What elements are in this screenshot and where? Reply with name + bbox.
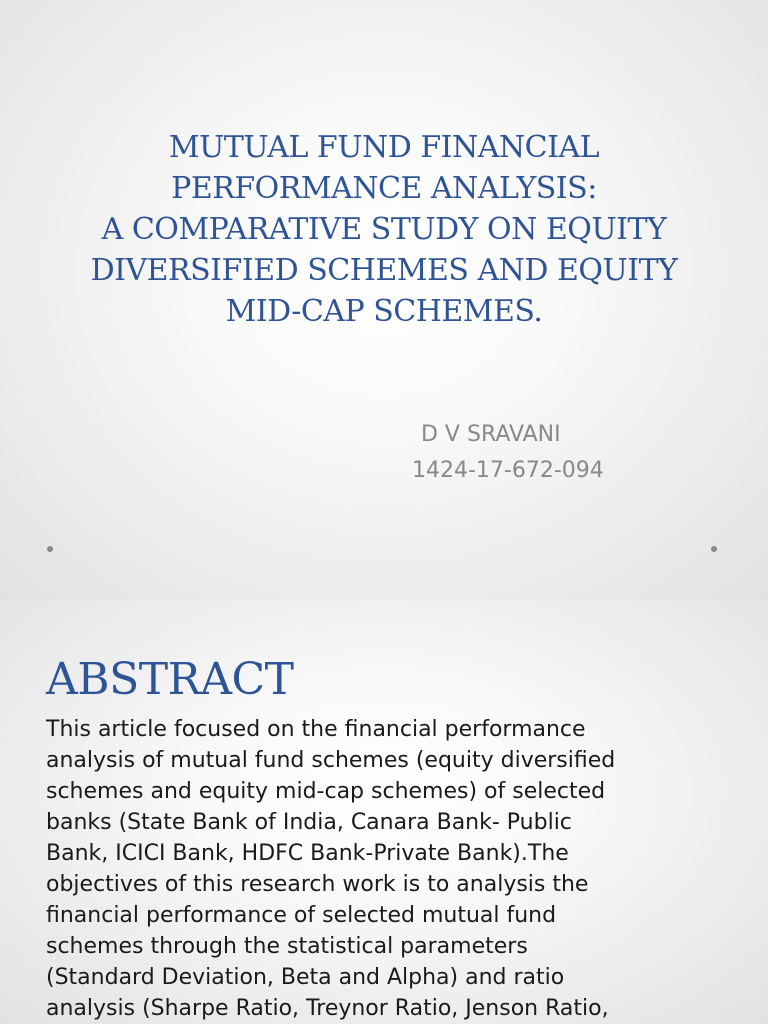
abstract-line-8: schemes through the statistical parameters [46, 934, 528, 959]
abstract-line-7: financial performance of selected mutual fund [46, 903, 557, 928]
title-line-3: A COMPARATIVE STUDY ON EQUITY [101, 212, 667, 247]
title-line-4: DIVERSIFIED SCHEMES AND EQUITY [90, 253, 678, 288]
abstract-line-3: schemes and equity mid-cap schemes) of selected [46, 779, 606, 804]
author-name: D V SRAVANI [421, 422, 561, 447]
abstract-slide [0, 600, 768, 1024]
title-line-1: MUTUAL FUND FINANCIAL [168, 130, 600, 165]
slide-corner-dot-left [47, 546, 53, 552]
slide-corner-dot-right [711, 546, 717, 552]
abstract-line-9: (Standard Deviation, Beta and Alpha) and ratio [46, 965, 565, 990]
title-line-2: PERFORMANCE ANALYSIS: [171, 171, 597, 206]
abstract-line-4: banks (State Bank of India, Canara Bank- Public [46, 810, 572, 835]
title-line-5: MID-CAP SCHEMES. [225, 294, 543, 329]
author-id: 1424-17-672-094 [412, 458, 604, 483]
abstract-body [46, 714, 746, 1024]
abstract-line-6: objectives of this research work is to analysis the [46, 872, 589, 897]
abstract-line-2: analysis of mutual fund schemes (equity diversified [46, 748, 616, 773]
presentation-title [40, 127, 728, 332]
abstract-line-1: This article focused on the financial performance [46, 717, 586, 742]
abstract-line-5: Bank, ICICI Bank, HDFC Bank-Private Bank).The [46, 841, 569, 866]
abstract-line-10: analysis (Sharpe Ratio, Treynor Ratio, Jenson Ratio, [46, 996, 609, 1021]
abstract-heading: ABSTRACT [46, 654, 294, 705]
